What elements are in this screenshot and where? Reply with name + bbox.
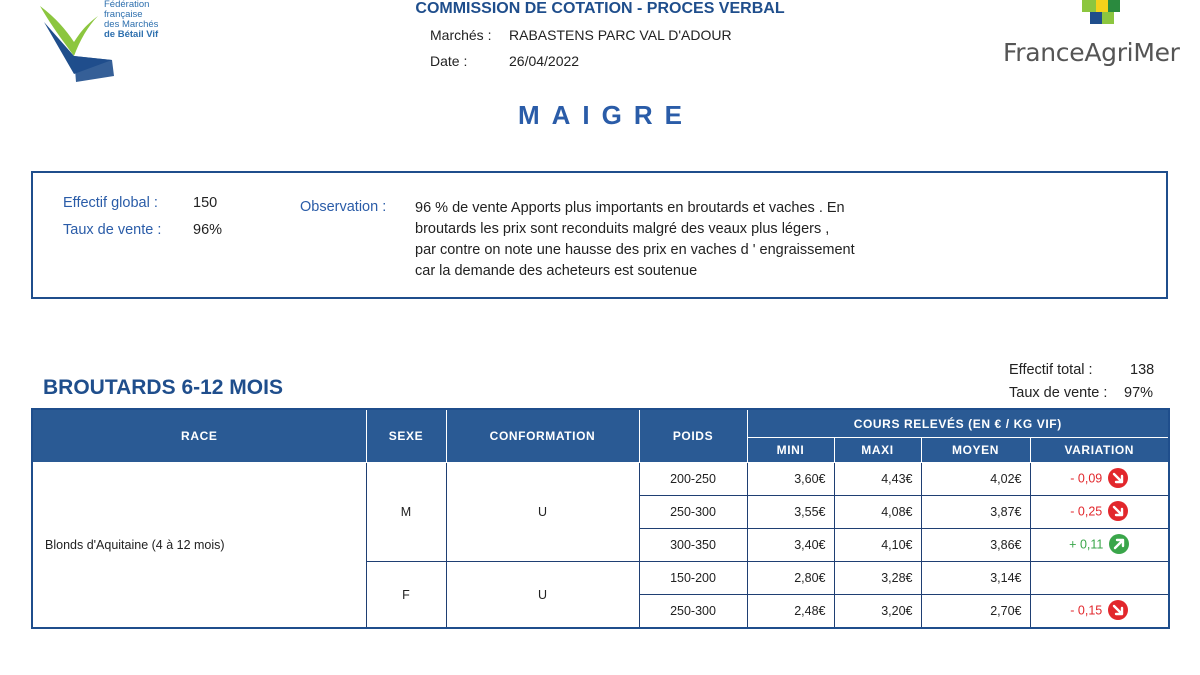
observation-line: car la demande des acheteurs est soutenue <box>415 263 698 279</box>
header-sexe: SEXE <box>366 409 446 463</box>
variation-cell <box>1030 463 1169 496</box>
header-conformation: CONFORMATION <box>446 409 639 463</box>
arrow-down-right-icon <box>1108 468 1128 488</box>
variation-value: - 0,25 <box>1070 504 1103 519</box>
date-value: 26/04/2022 <box>509 53 580 69</box>
taux-vente-value: 96% <box>193 222 223 238</box>
mini-cell: 3,60€ <box>747 463 834 496</box>
header-variation: VARIATION <box>1030 438 1169 463</box>
variation-cell <box>1030 496 1169 529</box>
observation-line: par contre on note une hausse des prix en vaches d ' engraissement <box>415 242 855 258</box>
mini-cell: 3,55€ <box>747 496 834 529</box>
effectif-global-label: Effectif global : <box>63 195 158 211</box>
moyen-cell: 4,02€ <box>921 463 1030 496</box>
header-cours: COURS RELEVÉS (EN € / KG VIF) <box>747 409 1169 438</box>
date-label: Date : <box>430 53 468 69</box>
ffm-logo-text: Fédération française des Marchés de Bétail Vif <box>104 0 159 40</box>
maxi-cell: 4,08€ <box>834 496 921 529</box>
moyen-cell: 2,70€ <box>921 595 1030 629</box>
header-race: RACE <box>32 409 366 463</box>
table-row <box>32 463 1169 496</box>
observation-line: broutards les prix sont reconduits malgré des veaux plus légers , <box>415 221 830 237</box>
observation-line: 96 % de vente Apports plus importants en broutards et vaches . En <box>415 200 845 216</box>
cotation-table <box>31 408 1170 629</box>
taux-vente-label: Taux de vente : <box>63 222 162 238</box>
maxi-cell: 4,10€ <box>834 529 921 562</box>
sexe-cell: F <box>366 562 446 629</box>
variation-value: + 0,11 <box>1069 537 1104 552</box>
arrow-down-right-icon <box>1108 600 1128 620</box>
variation-cell <box>1030 562 1169 595</box>
maxi-cell: 4,43€ <box>834 463 921 496</box>
header-poids: POIDS <box>639 409 747 463</box>
effectif-total-value: 138 <box>1130 362 1155 378</box>
taux-vente-broutards-label: Taux de vente : <box>1009 385 1108 401</box>
arrow-down-right-icon <box>1108 501 1128 521</box>
maxi-cell: 3,20€ <box>834 595 921 629</box>
observation-text <box>415 198 1155 282</box>
variation-cell <box>1030 595 1169 629</box>
moyen-cell: 3,87€ <box>921 496 1030 529</box>
race-cell: Blonds d'Aquitaine (4 à 12 mois) <box>32 463 366 629</box>
arrow-up-right-icon <box>1109 534 1129 554</box>
poids-cell: 150-200 <box>639 562 747 595</box>
poids-cell: 250-300 <box>639 595 747 629</box>
effectif-total-label: Effectif total : <box>1009 362 1093 378</box>
mini-cell: 2,80€ <box>747 562 834 595</box>
poids-cell: 300-350 <box>639 529 747 562</box>
header-maxi: MAXI <box>834 438 921 463</box>
poids-cell: 200-250 <box>639 463 747 496</box>
document-title: COMMISSION DE COTATION - PROCES VERBAL <box>415 0 785 17</box>
sexe-cell: M <box>366 463 446 562</box>
header-moyen: MOYEN <box>921 438 1030 463</box>
variation-cell <box>1030 529 1169 562</box>
moyen-cell: 3,14€ <box>921 562 1030 595</box>
effectif-global-value: 150 <box>193 195 218 211</box>
mini-cell: 3,40€ <box>747 529 834 562</box>
market-label: Marchés : <box>430 27 492 43</box>
moyen-cell: 3,86€ <box>921 529 1030 562</box>
mini-cell: 2,48€ <box>747 595 834 629</box>
poids-cell: 250-300 <box>639 496 747 529</box>
franceagrimer-logo-text: FranceAgriMer <box>1003 38 1180 67</box>
market-value: RABASTENS PARC VAL D'ADOUR <box>509 27 732 43</box>
variation-value: - 0,15 <box>1070 603 1103 618</box>
observation-label: Observation : <box>300 199 387 215</box>
variation-value: - 0,09 <box>1070 471 1103 486</box>
conformation-cell: U <box>446 562 639 629</box>
maxi-cell: 3,28€ <box>834 562 921 595</box>
conformation-cell: U <box>446 463 639 562</box>
header-mini: MINI <box>747 438 834 463</box>
section-title: MAIGRE <box>518 100 694 130</box>
broutards-section-title: BROUTARDS 6-12 MOIS <box>43 376 283 399</box>
taux-vente-broutards-value: 97% <box>1124 385 1154 401</box>
